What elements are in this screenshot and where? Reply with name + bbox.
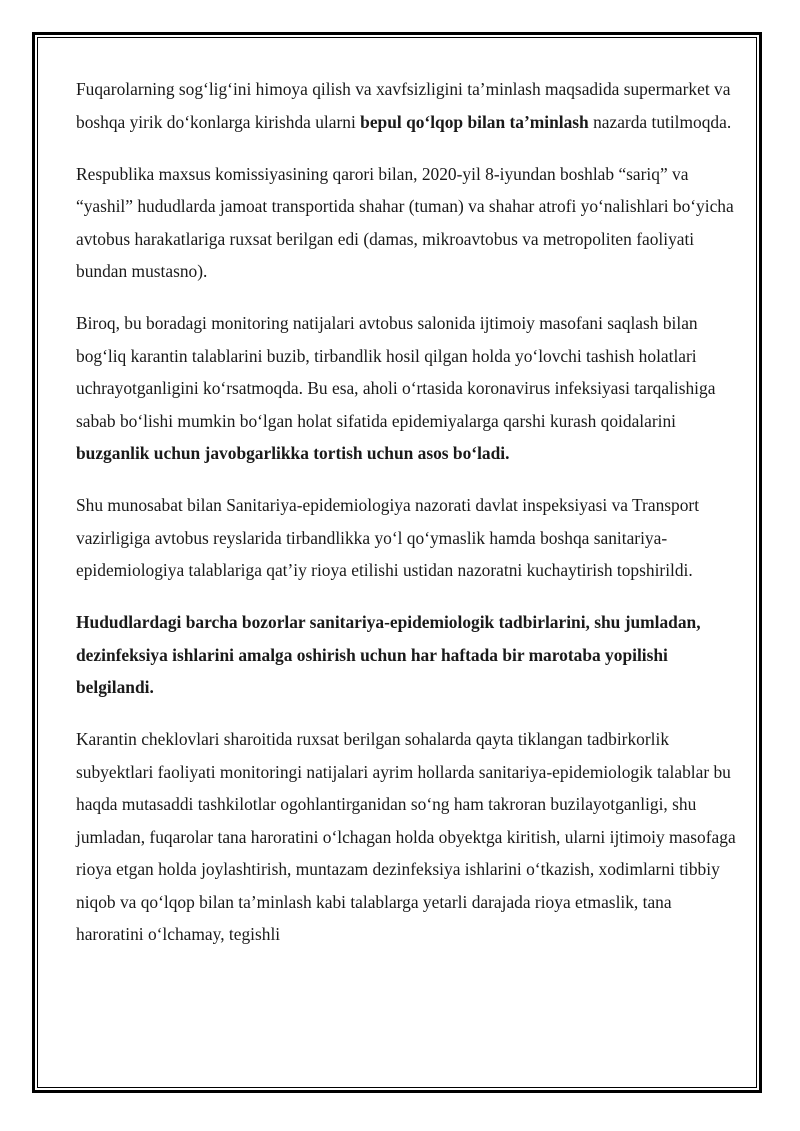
paragraph-transport bbox=[76, 158, 736, 288]
paragraph-text: Respublika maxsus komissiyasining qarori bilan, 2020-yil 8-iyundan boshlab “sariq” va “yashil” hududlarda jamoat transportida shahar (tuman) va shahar atrofi yo‘nalishlari bo‘yicha avtobus harakatlariga ruxsat berilgan edi (damas, mikroavtobus va metropoliten faoliyati bundan mustasno). bbox=[76, 163, 734, 281]
paragraph-quarantine bbox=[76, 723, 736, 951]
paragraph-text: Shu munosabat bilan Sanitariya-epidemiologiya nazorati davlat inspeksiyasi va Transport vazirligiga avtobus reyslarida tirbandlikka yo‘l qo‘ymaslik hamda boshqa sanitariya-epidemiologiya talablariga qat’iy rioya etilishi ustidan nazoratni kuchaytirish topshirildi. bbox=[76, 495, 700, 580]
paragraph-text: nazarda tutilmoqda. bbox=[588, 111, 732, 132]
paragraph-gloves bbox=[76, 73, 736, 138]
document-body bbox=[76, 73, 736, 970]
paragraph-inspection bbox=[76, 489, 736, 587]
paragraph-monitoring bbox=[76, 307, 736, 470]
paragraph-markets bbox=[76, 606, 736, 704]
bold-text: bepul qo‘lqop bilan ta’minlash bbox=[360, 111, 589, 132]
paragraph-text: Karantin cheklovlari sharoitida ruxsat berilgan sohalarda qayta tiklangan tadbirkorlik subyektlari faoliyati monitoringi natijalari ayrim hollarda sanitariya-epidemiologik talablar bu haqda mutasaddi tashkilotlar ogohlantirganidan so‘ng ham takroran buzilayotganligi, shu jumladan, fuqarolar tana haroratini o‘lchagan holda obyektga kiritish, ularni ijtimoiy masofaga rioya etgan holda joylashtirish, muntazam dezinfeksiya ishlarini o‘tkazish, xodimlarni tibbiy niqob va qo‘lqop bilan ta’minlash kabi talablarga yetarli darajada rioya etmaslik, tana haroratini o‘lchamay, tegishli bbox=[76, 729, 736, 944]
paragraph-text: Biroq, bu boradagi monitoring natijalari avtobus salonida ijtimoiy masofani saqlash bilan bog‘liq karantin talablarini buzib, tirbandlik hosil qilgan holda yo‘lovchi tashish holatlari uchrayotganligini ko‘rsatmoqda. Bu esa, aholi o‘rtasida koronavirus infeksiyasi tarqalishiga sabab bo‘lishi mumkin bo‘lgan holat sifatida epidemiyalarga qarshi kurash qoidalarini bbox=[76, 313, 716, 431]
bold-text: Hududlardagi barcha bozorlar sanitariya-epidemiologik tadbirlarini, shu jumladan, dezinfeksiya ishlarini amalga oshirish uchun har haftada bir marotaba yopilishi belgilandi. bbox=[76, 612, 701, 697]
bold-text: buzganlik uchun javobgarlikka tortish uchun asos bo‘ladi. bbox=[76, 443, 510, 463]
paragraph-text: Fuqarolarning sog‘lig‘ini himoya qilish va xavfsizligini ta’minlash maqsadida supermarket va boshqa yirik do‘konlarga kirishda ularni bbox=[76, 79, 731, 132]
